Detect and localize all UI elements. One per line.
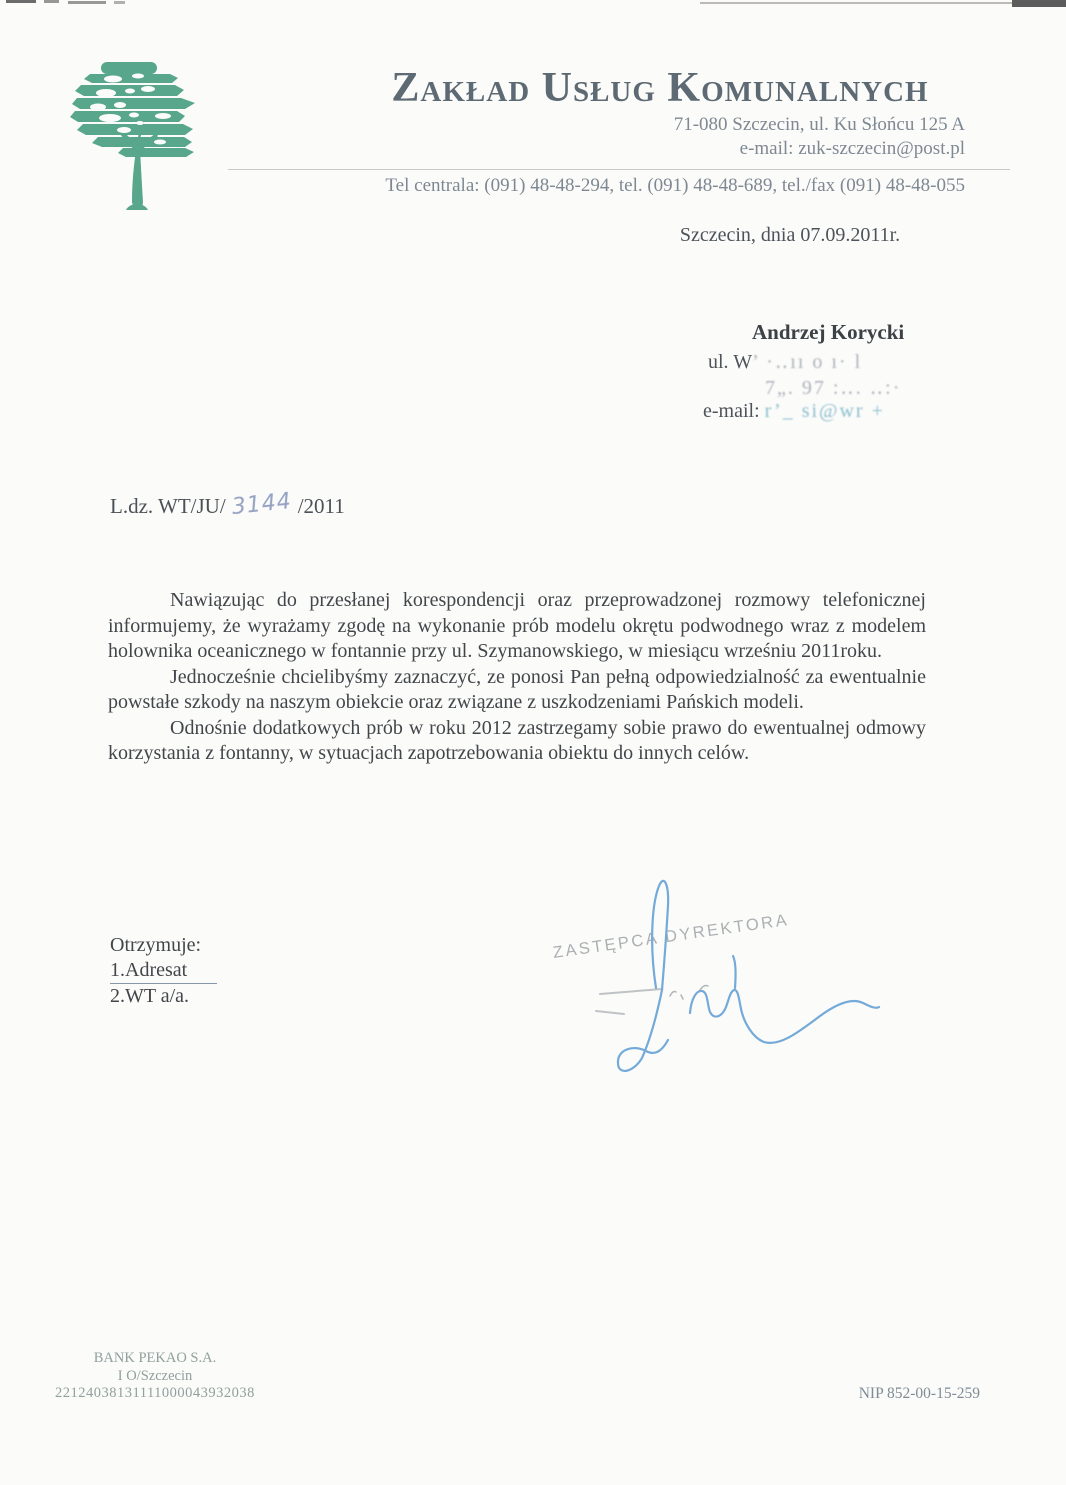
body-paragraph: Odnośnie dodatkowych prób w roku 2012 zastrzegamy sobie prawo do ewentualnej odmowy korzystania z fontanny, w sytuacjach zapotrzebowania obiektu do innych celów. [108,716,926,764]
letter-body [108,588,926,767]
date-line: Szczecin, dnia 07.09.2011r. [679,224,901,246]
recipient-email-label: e-mail: [703,400,765,422]
recipient-name: Andrzej Korycki [752,320,905,344]
recipient-street-prefix: ul. W [708,351,753,373]
header-address: 71-080 Szczecin, ul. Ku Słońcu 125 A [673,114,965,135]
header-contact-block [500,113,965,161]
scan-artifact-dash [6,0,36,3]
reference-suffix: /2011 [297,494,345,518]
recipient-postal-redacted: 7„. 97 :‥. ‥:· [765,377,902,399]
distribution-item [110,958,217,984]
handwritten-signature-icon [540,860,940,1090]
distribution-block [110,933,217,1009]
distribution-item-label: 1.Adresat [110,958,217,984]
distribution-item: 2.WT a/a. [110,985,190,1007]
bank-account-number: 22124038131111000043932038 [55,1385,255,1401]
scan-artifact-line [700,2,1013,4]
reference-prefix: L.dz. WT/JU/ [110,494,226,518]
body-paragraph: Jednocześnie chcielibyśmy zaznaczyć, ze ponosi Pan pełną odpowiedzialność za ewentualnie powstałe szkody na naszym obiekcie oraz związane z uszkodzeniami Pańskich modeli. [108,665,926,713]
company-name: Zakład Usług Komunalnych [391,65,929,111]
scan-artifact-dash [68,1,106,4]
recipient-email [703,400,885,423]
deputy-director-stamp: ZASTĘPCA DYREKTORA [551,910,791,962]
handwritten-reference-number: 3144 [230,488,293,521]
header-divider [228,169,1010,170]
scan-artifact-dash [114,1,125,4]
scan-artifact-dash [44,0,59,3]
header-phone: Tel centrala: (091) 48-48-294, tel. (091) 48-48-689, tel./fax (091) 48-48-055 [385,175,965,196]
bank-details-block [40,1350,270,1403]
reference-line [110,488,345,521]
tree-logo-icon [68,52,208,217]
body-paragraph: Nawiązując do przesłanej korespondencji oraz przeprowadzonej rozmowy telefonicznej informujemy, że wyrażamy zgodę na wykonanie prób modelu okrętu podwodnego wraz z modelem holownika oceanicznego w fontannie przy ul. Szymanowskiego, w miesiącu wrześniu 2011roku. [108,589,926,662]
bank-branch: I O/Szczecin [117,1367,193,1384]
recipient-email-redacted: r’_ si@wr + [764,400,885,422]
recipient-street [708,349,862,374]
bank-name: BANK PEKAO S.A. [93,1350,217,1366]
nip-number: NIP 852-00-15-259 [858,1385,980,1402]
distribution-heading: Otrzymuje: [110,934,202,956]
recipient-street-redacted: ’ ·‥ıı o ı· l [752,351,863,373]
scan-artifact-corner [1012,0,1066,7]
header-email: e-mail: zuk-szczecin@post.pl [739,138,965,159]
